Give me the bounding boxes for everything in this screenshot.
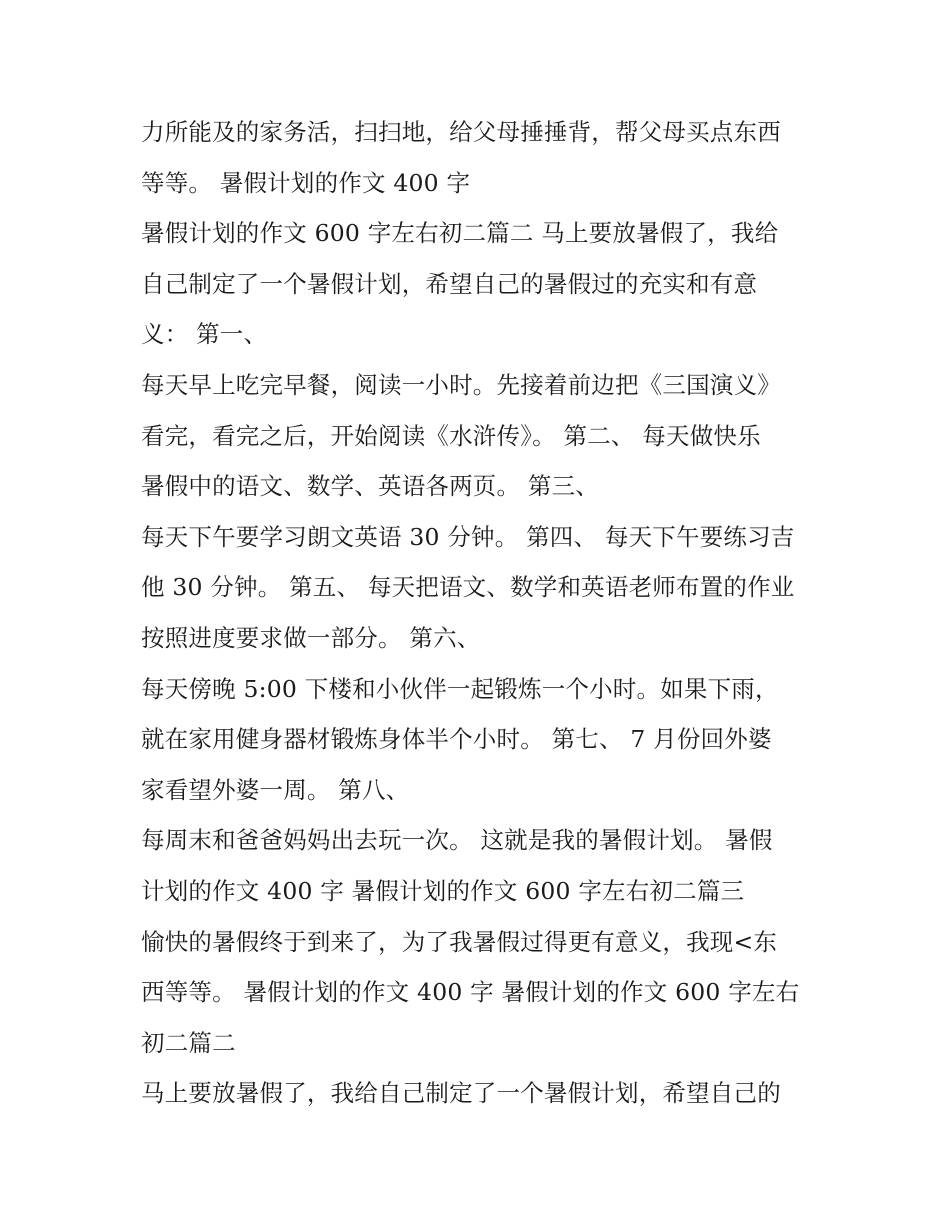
text-line: 计划的作文 400 字 暑假计划的作文 600 字左右初二篇三: [141, 876, 745, 905]
text-line: 每天傍晚 5:00 下楼和小伙伴一起锻炼一个小时。如果下雨，: [141, 674, 779, 703]
text-line: 每天早上吃完早餐，阅读一小时。先接着前边把《三国演义》: [141, 370, 781, 399]
text-line: 看完，看完之后，开始阅读《水浒传》。 第二、 每天做快乐: [141, 421, 761, 450]
text-line: 他 30 分钟。 第五、 每天把语文、数学和英语老师布置的作业: [141, 573, 795, 602]
text-line: 自己制定了一个暑假计划，希望自己的暑假过的充实和有意: [141, 269, 758, 298]
body-text: [141, 107, 821, 1119]
text-line: 愉快的暑假终于到来了，为了我暑假过得更有意义，我现<东: [141, 927, 778, 956]
text-line: 等等。 暑假计划的作文 400 字: [141, 168, 471, 197]
text-line: 每天下午要学习朗文英语 30 分钟。 第四、 每天下午要练习吉: [141, 522, 795, 551]
text-line: 西等等。 暑假计划的作文 400 字 暑假计划的作文 600 字左右: [141, 978, 800, 1007]
text-line: 力所能及的家务活，扫扫地，给父母捶捶背，帮父母买点东西: [141, 118, 781, 146]
text-line: 初二篇二: [141, 1028, 236, 1057]
text-line: 马上要放暑假了，我给自己制定了一个暑假计划，希望自己的: [141, 1079, 781, 1108]
text-line: 义： 第一、: [141, 320, 268, 349]
text-line: 每周末和爸爸妈妈出去玩一次。 这就是我的暑假计划。 暑假: [141, 826, 773, 855]
text-line: 就在家用健身器材锻炼身体半个小时。 第七、 7 月份回外婆: [141, 725, 772, 754]
text-line: 按照进度要求做一部分。 第六、: [141, 623, 481, 652]
text-line: 暑假计划的作文 600 字左右初二篇二 马上要放暑假了，我给: [141, 219, 779, 248]
text-line: 暑假中的语文、数学、英语各两页。 第三、: [141, 472, 599, 501]
text-line: 家看望外婆一周。 第八、: [141, 775, 410, 804]
